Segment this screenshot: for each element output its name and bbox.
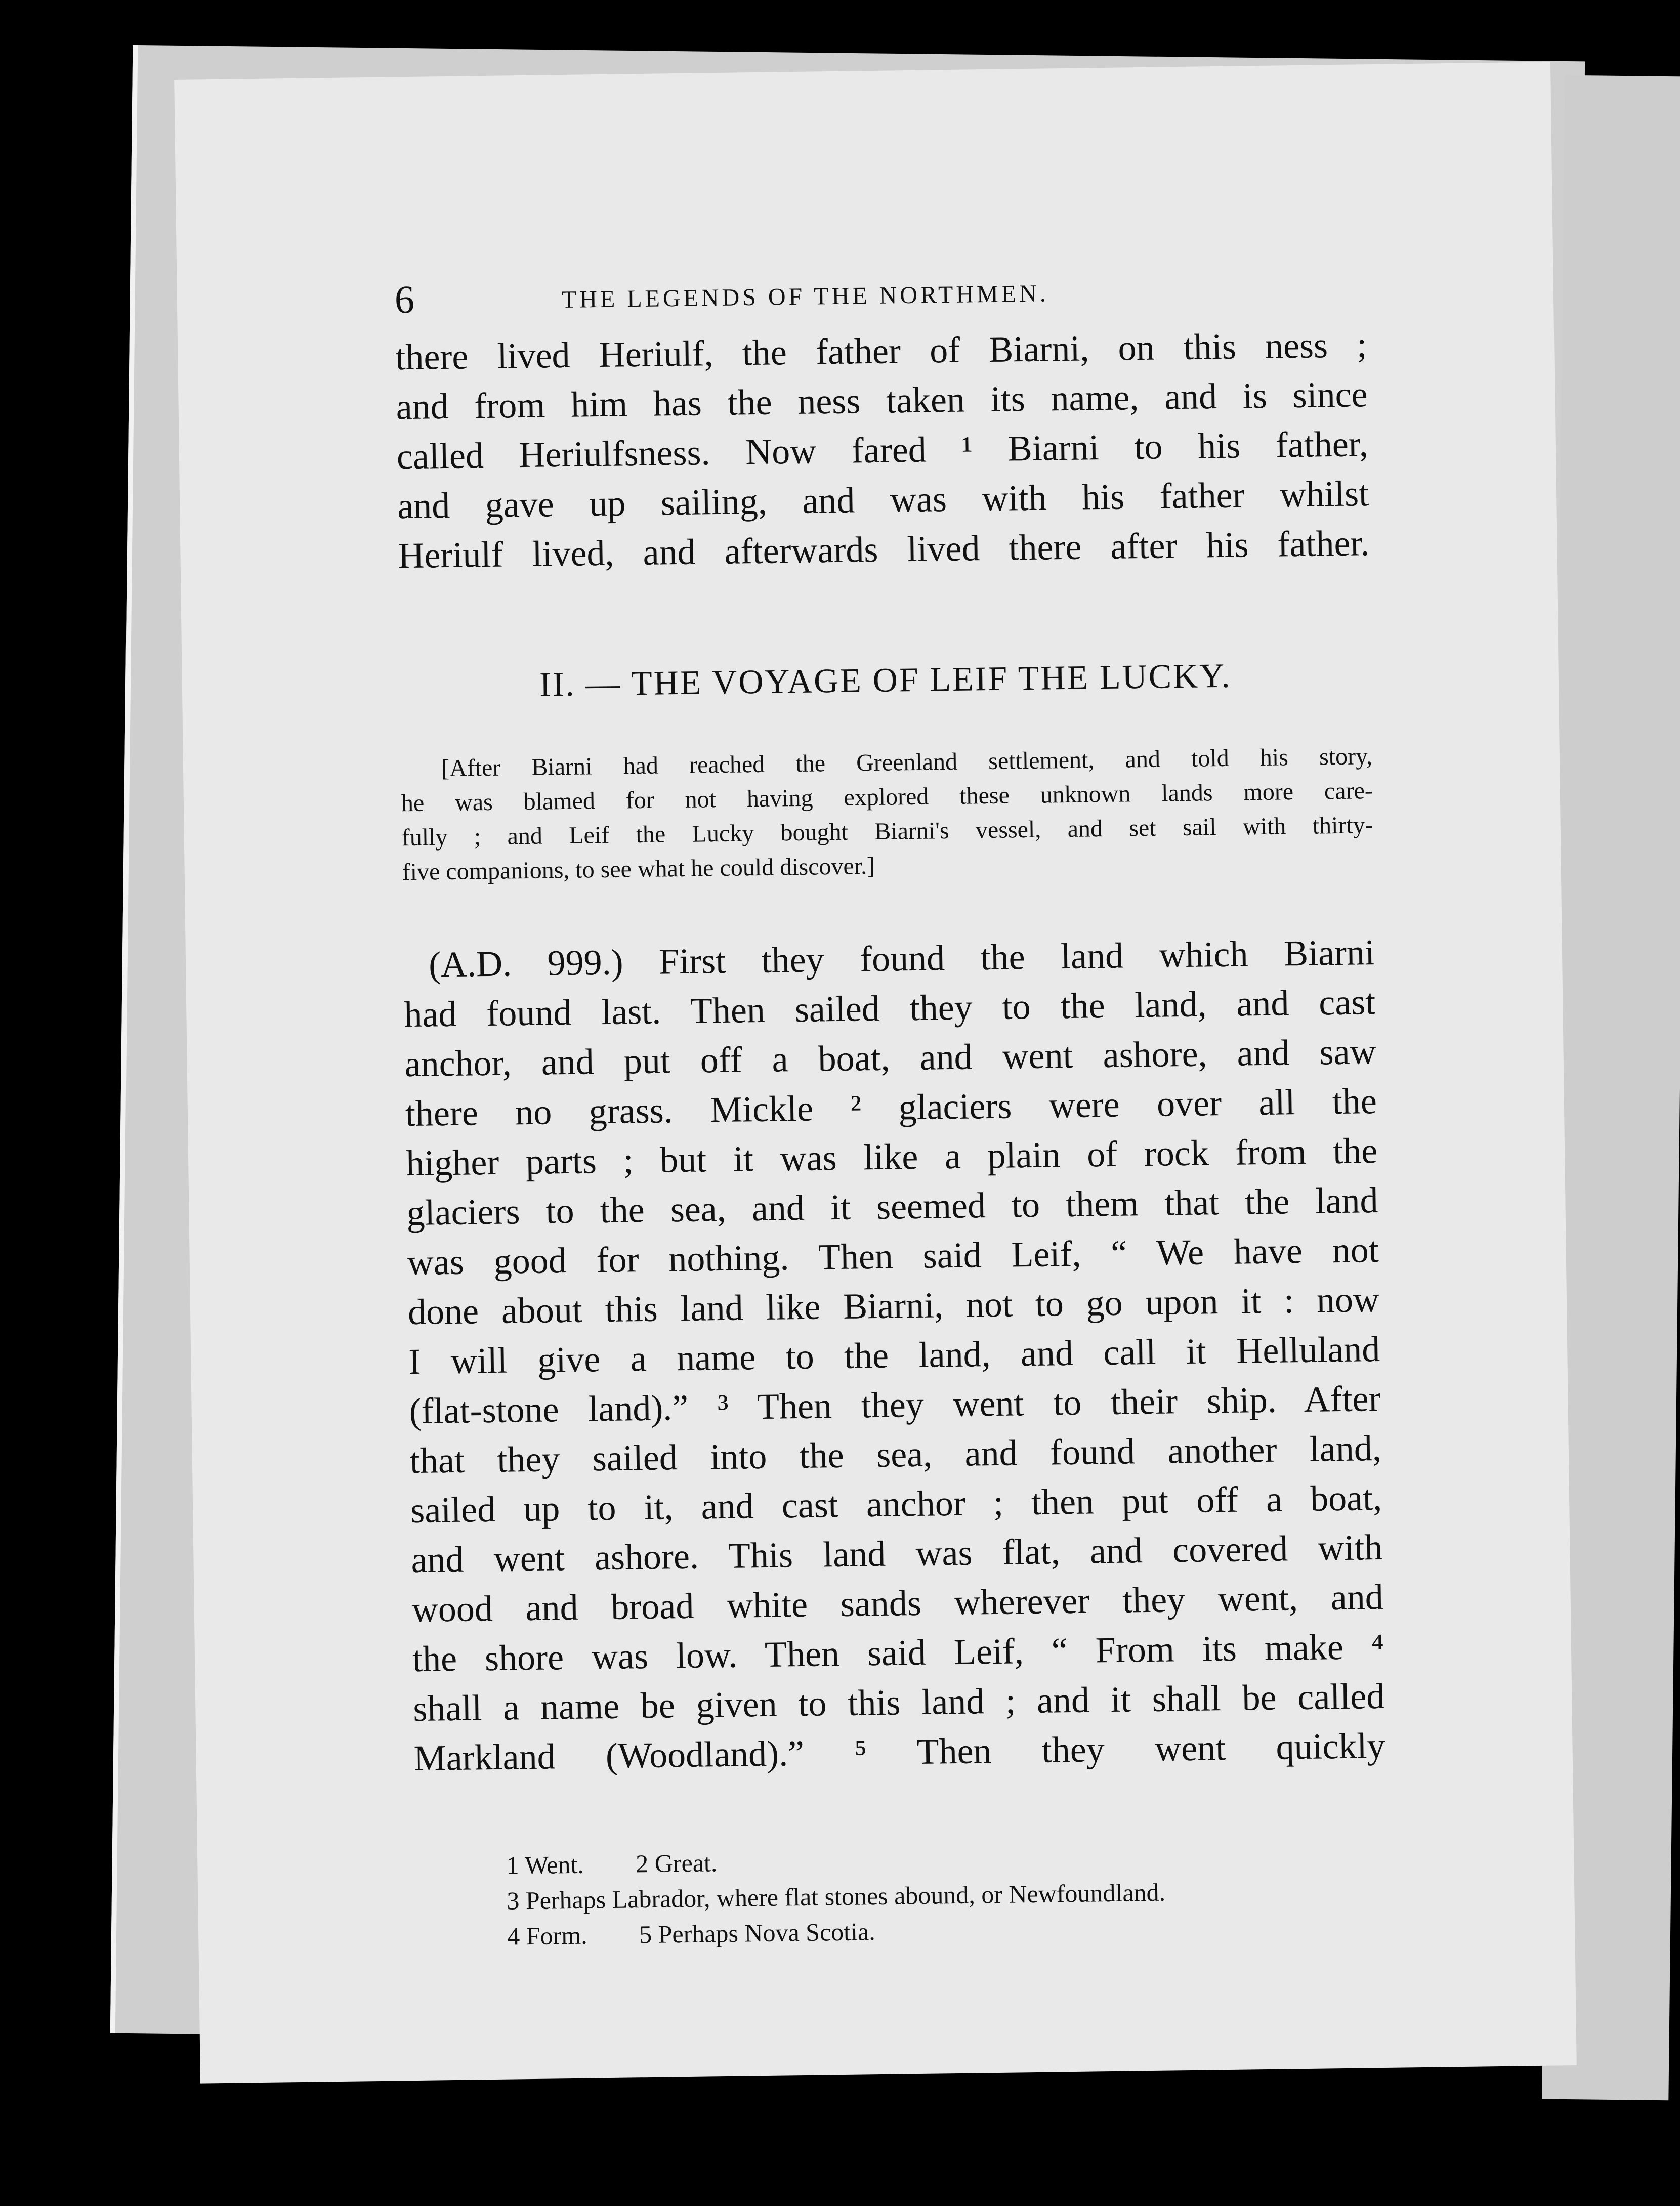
text-line: called Heriulfsness. Now fared ¹ Biarni to his father, <box>396 423 1369 477</box>
text-line: there lived Heriulf, the father of Biarni, on this ness ; <box>395 324 1367 378</box>
summary-line: five companions, to see what he could discover.] <box>402 852 875 886</box>
footnotes <box>415 1836 1388 1955</box>
text-line: Markland (Woodland).” ⁵ Then they went quickly <box>413 1725 1386 1779</box>
summary-line: [After Biarni had reached the Greenland settlement, and told his story, <box>441 743 1373 782</box>
chapter-summary <box>401 739 1374 889</box>
text-line: the shore was low. Then said Leif, “ From its make ⁴ <box>412 1626 1384 1680</box>
text-line: sailed up to it, and cast anchor ; then put off a boat, <box>410 1477 1382 1531</box>
footnote: 3 Perhaps Labrador, where flat stones abound, or Newfoundland. <box>506 1878 1166 1915</box>
text-line: Heriulf lived, and afterwards lived there after his father. <box>398 523 1370 576</box>
main-paragraph <box>403 927 1385 1783</box>
text-line: glaciers to the sea, and it seemed to them that the land <box>406 1180 1378 1234</box>
text-line: shall a name be given to this land ; and it shall be called <box>412 1675 1385 1729</box>
text-line: had found last. Then sailed they to the land, and cast <box>403 982 1376 1035</box>
page-content <box>394 264 1388 1955</box>
section-heading: II. — THE VOYAGE OF LEIF THE LUCKY. <box>539 656 1232 704</box>
summary-line: fully ; and Leif the Lucky bought Biarni's vessel, and set sail with thirty- <box>401 812 1374 852</box>
intro-paragraph <box>395 320 1370 580</box>
text-line: higher parts ; but it was like a plain of rock from the <box>405 1130 1378 1184</box>
footnote: 4 Form. <box>507 1921 587 1950</box>
text-line: wood and broad white sands wherever they went, and <box>411 1576 1384 1630</box>
text-line: was good for nothing. Then said Leif, “ We have not <box>407 1229 1379 1283</box>
footnote: 5 Perhaps Nova Scotia. <box>639 1917 876 1949</box>
text-line: done about this land like Biarni, not to go upon it : now <box>407 1279 1380 1333</box>
text-line: that they sailed into the sea, and found another land, <box>409 1427 1382 1481</box>
text-line: I will give a name to the land, and call it Helluland <box>408 1328 1380 1382</box>
text-line: and gave up sailing, and was with his father whilst <box>397 473 1369 527</box>
footnote: 2 Great. <box>635 1848 718 1878</box>
book-page <box>174 62 1577 2083</box>
summary-line: he was blamed for not having explored these unknown lands more care- <box>401 777 1373 817</box>
running-head <box>394 264 1366 322</box>
text-line: (flat-stone land).” ³ Then they went to their ship. After <box>409 1378 1381 1432</box>
text-line: and went ashore. This land was flat, and covered with <box>411 1526 1383 1581</box>
text-line: there no grass. Mickle ² glaciers were over all the <box>405 1081 1377 1134</box>
footnote: 1 Went. <box>506 1850 584 1880</box>
page-number: 6 <box>394 277 415 322</box>
text-line: anchor, and put off a boat, and went ashore, and saw <box>404 1031 1377 1085</box>
text-line: and from him has the ness taken its name, and is since <box>396 374 1368 428</box>
text-line: (A.D. 999.) First they found the land which Biarni <box>428 932 1375 985</box>
running-title: THE LEGENDS OF THE NORTHMEN. <box>561 280 1049 313</box>
